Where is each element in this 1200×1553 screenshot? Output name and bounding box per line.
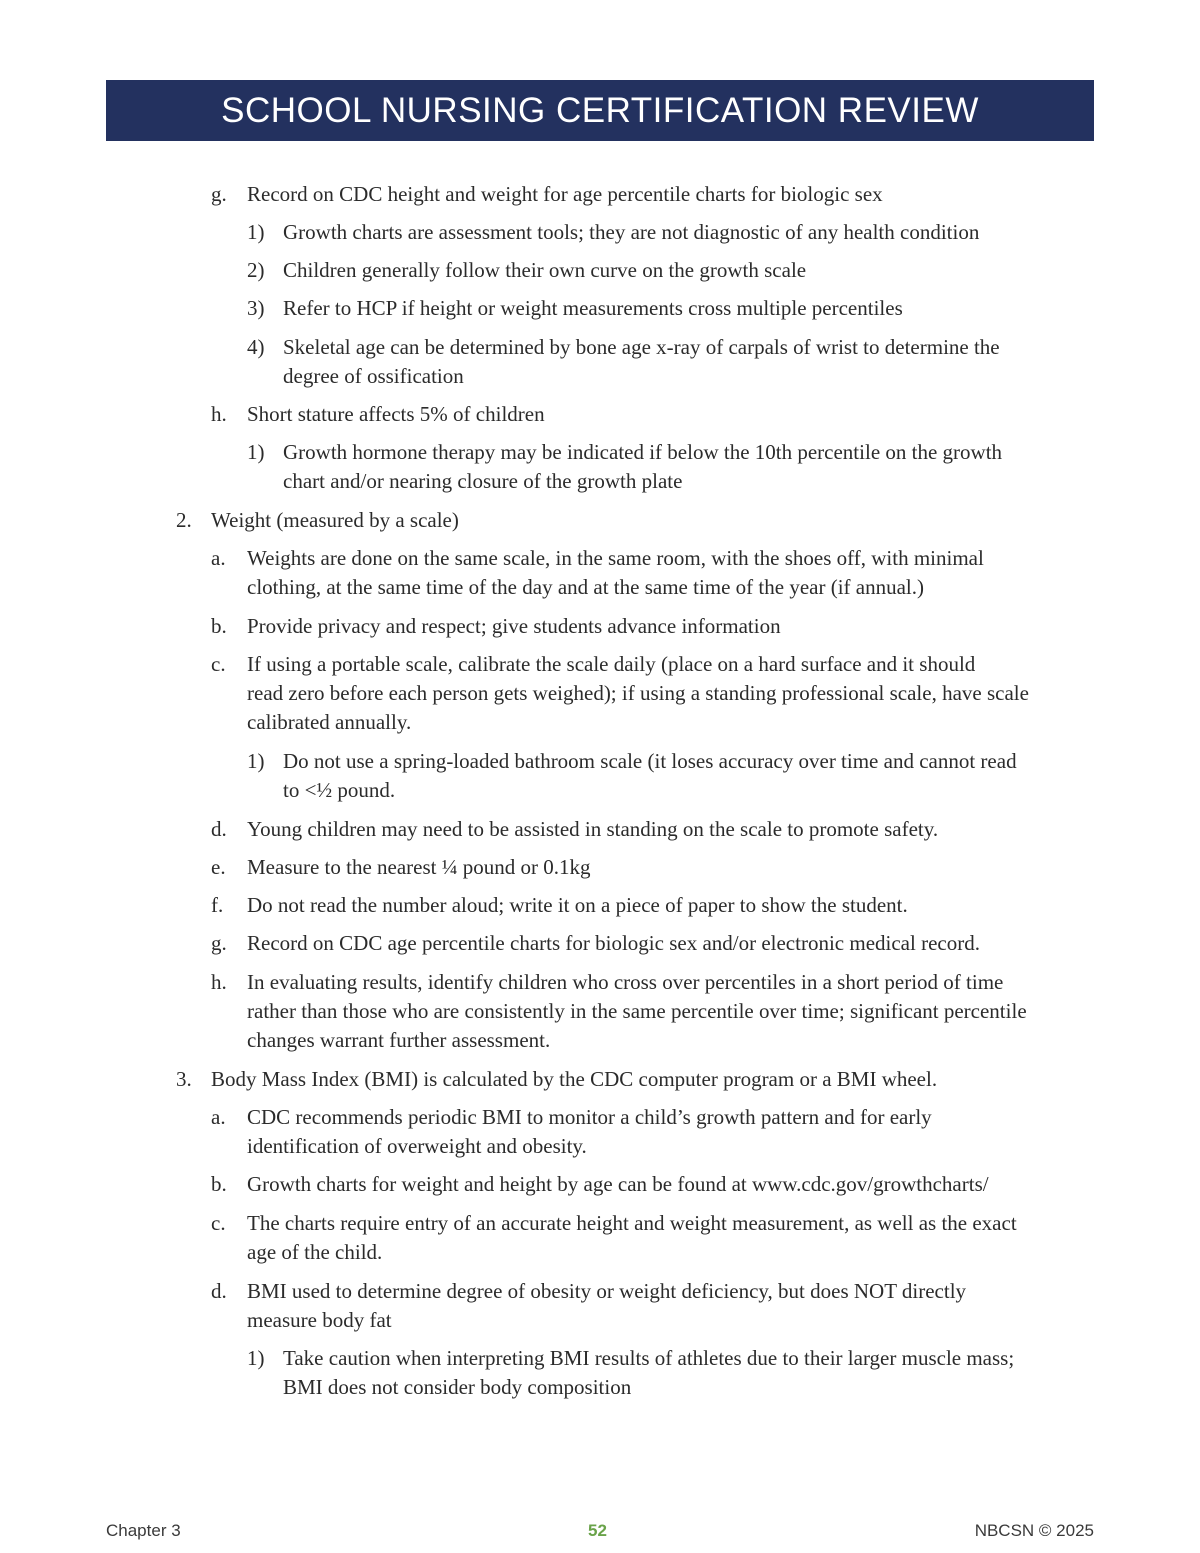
list-marker: 1) <box>247 220 265 244</box>
list-item-continuation: identification of overweight and obesity. <box>247 1134 587 1158</box>
list-marker: h. <box>211 402 227 426</box>
list-item: Growth hormone therapy may be indicated if below the 10th percentile on the growth <box>283 440 1003 464</box>
list-marker: d. <box>211 817 227 841</box>
list-item: Record on CDC height and weight for age percentile charts for biologic sex <box>247 182 883 206</box>
list-item: Body Mass Index (BMI) is calculated by the CDC computer program or a BMI wheel. <box>211 1067 938 1091</box>
list-item-continuation: BMI does not consider body composition <box>283 1375 632 1399</box>
list-item: Short stature affects 5% of children <box>247 402 545 426</box>
list-item-continuation: rather than those who are consistently in the same percentile over time; significant percentile <box>247 999 1027 1023</box>
list-item: Children generally follow their own curve on the growth scale <box>283 258 807 282</box>
list-item: The charts require entry of an accurate height and weight measurement, as well as the exact <box>247 1211 1017 1235</box>
page-header <box>106 80 1094 141</box>
list-marker: 2. <box>176 508 192 532</box>
list-item: Provide privacy and respect; give students advance information <box>247 614 781 638</box>
list-marker: a. <box>211 1105 226 1129</box>
list-marker: g. <box>211 182 227 206</box>
list-item-continuation: clothing, at the same time of the day and at the same time of the year (if annual.) <box>247 575 925 599</box>
list-item-continuation: age of the child. <box>247 1240 383 1264</box>
footer-chapter: Chapter 3 <box>106 1521 181 1540</box>
list-item: If using a portable scale, calibrate the scale daily (place on a hard surface and it should <box>247 652 976 676</box>
list-item: Do not read the number aloud; write it on a piece of paper to show the student. <box>247 893 908 917</box>
list-item-continuation: calibrated annually. <box>247 710 412 734</box>
list-item: Refer to HCP if height or weight measurements cross multiple percentiles <box>283 296 903 320</box>
list-marker: 3. <box>176 1067 192 1091</box>
list-item: Growth charts are assessment tools; they are not diagnostic of any health condition <box>283 220 980 244</box>
header-title: SCHOOL NURSING CERTIFICATION REVIEW <box>221 91 979 130</box>
list-marker: 1) <box>247 1346 265 1370</box>
list-marker: 2) <box>247 258 265 282</box>
list-item: Weight (measured by a scale) <box>211 508 459 532</box>
list-item: Young children may need to be assisted in standing on the scale to promote safety. <box>247 817 939 841</box>
list-item: BMI used to determine degree of obesity or weight deficiency, but does NOT directly <box>247 1279 967 1303</box>
list-marker: b. <box>211 614 227 638</box>
list-item: Measure to the nearest ¼ pound or 0.1kg <box>247 855 591 879</box>
list-item-continuation: changes warrant further assessment. <box>247 1028 551 1052</box>
list-item-continuation: measure body fat <box>247 1308 392 1332</box>
list-marker: 1) <box>247 440 265 464</box>
list-item: Take caution when interpreting BMI results of athletes due to their larger muscle mass; <box>283 1346 1015 1370</box>
list-item-continuation: read zero before each person gets weighed); if using a standing professional scale, have scale <box>247 681 1029 705</box>
list-marker: a. <box>211 546 226 570</box>
list-marker: d. <box>211 1279 227 1303</box>
list-marker: 3) <box>247 296 265 320</box>
list-marker: f. <box>211 893 224 917</box>
footer-copyright: NBCSN © 2025 <box>974 1521 1094 1540</box>
list-item: Weights are done on the same scale, in the same room, with the shoes off, with minimal <box>247 546 984 570</box>
list-item-continuation: to <½ pound. <box>283 778 396 802</box>
list-marker: b. <box>211 1172 227 1196</box>
footer-page-number: 52 <box>588 1521 607 1540</box>
list-item: Do not use a spring-loaded bathroom scale (it loses accuracy over time and cannot read <box>283 749 1017 773</box>
list-marker: c. <box>211 652 226 676</box>
list-item: Record on CDC age percentile charts for biologic sex and/or electronic medical record. <box>247 931 980 955</box>
list-marker: c. <box>211 1211 226 1235</box>
list-item: In evaluating results, identify children who cross over percentiles in a short period of time <box>247 970 1004 994</box>
list-marker: 4) <box>247 335 265 359</box>
list-marker: g. <box>211 931 227 955</box>
list-marker: h. <box>211 970 227 994</box>
list-item: CDC recommends periodic BMI to monitor a child’s growth pattern and for early <box>247 1105 932 1129</box>
list-item-continuation: degree of ossification <box>283 364 464 388</box>
list-marker: 1) <box>247 749 265 773</box>
list-item: Growth charts for weight and height by age can be found at www.cdc.gov/growthcharts/ <box>247 1172 989 1196</box>
list-marker: e. <box>211 855 226 879</box>
list-item: Skeletal age can be determined by bone age x-ray of carpals of wrist to determine the <box>283 335 1000 359</box>
list-item-continuation: chart and/or nearing closure of the growth plate <box>283 469 683 493</box>
